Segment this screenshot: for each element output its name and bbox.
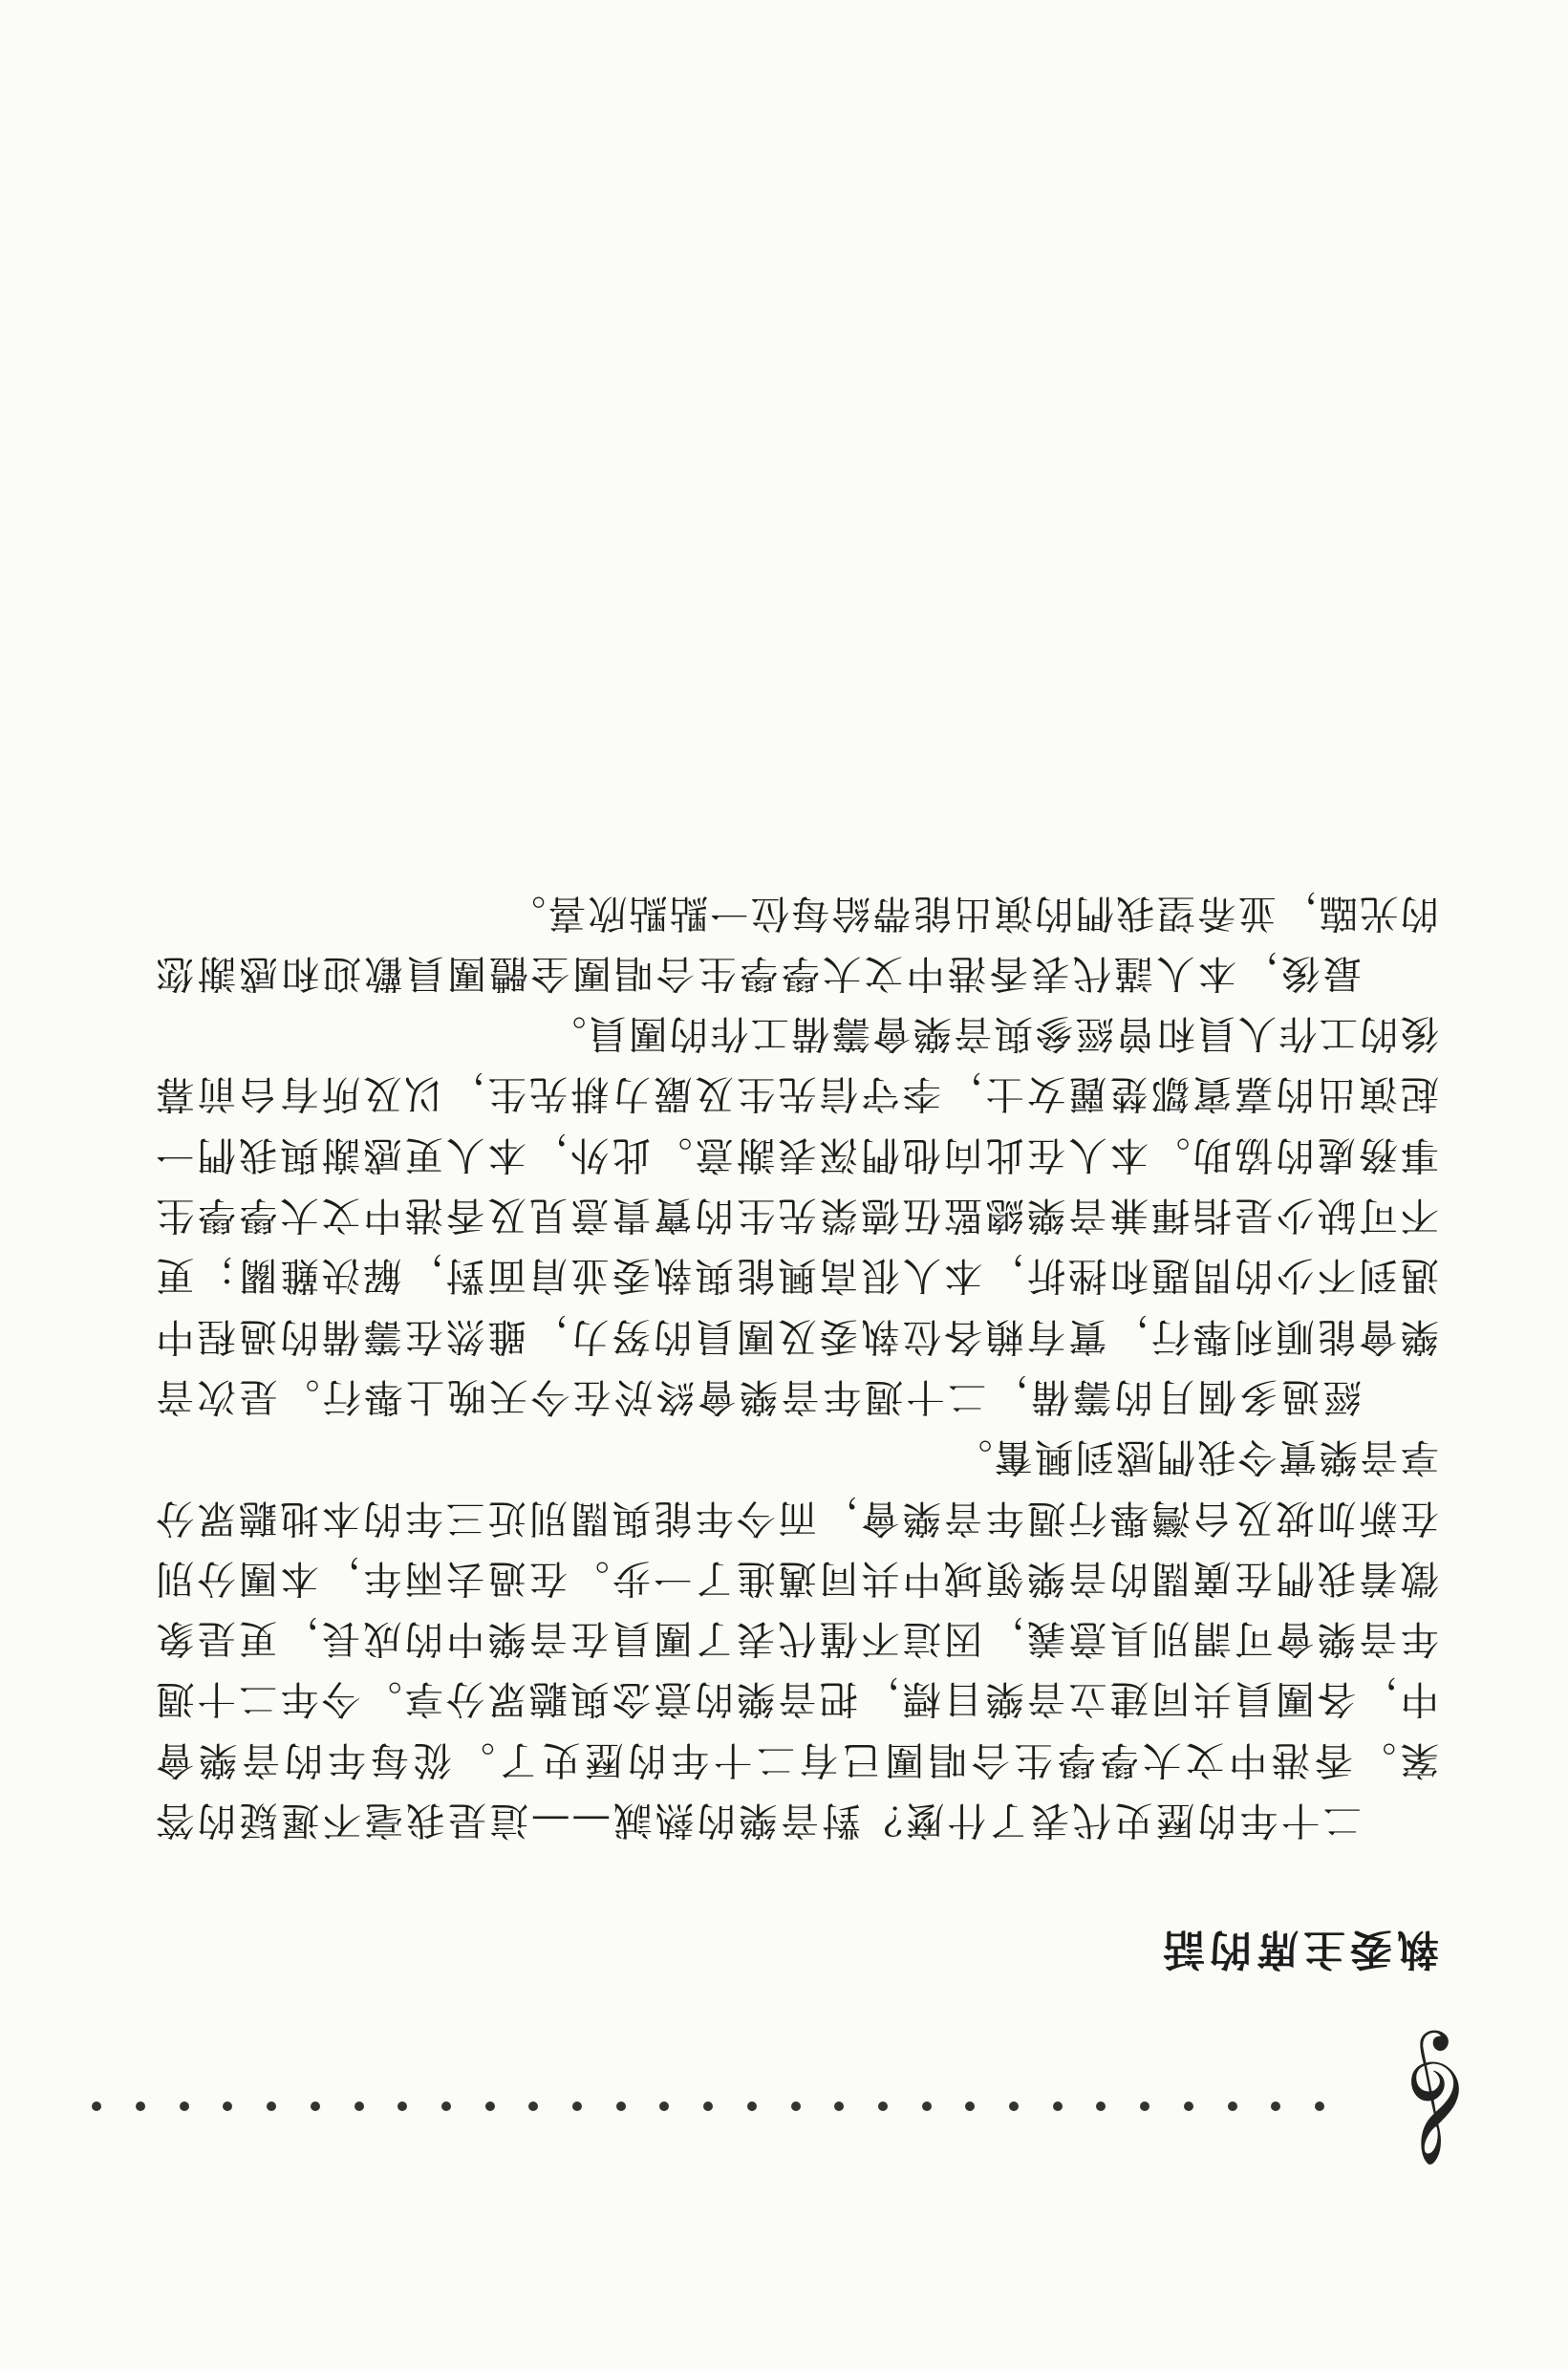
separator-dot [1228,2102,1237,2111]
separator-dot [267,2102,276,2111]
dot-separator [92,2102,1324,2111]
separator-dot [1096,2102,1106,2111]
separator-dot [311,2102,320,2111]
separator-dot [965,2102,975,2111]
separator-dot [922,2102,932,2111]
separator-dot [572,2102,582,2111]
body-text [154,882,1439,1850]
separator-dot [1053,2102,1063,2111]
separator-dot [791,2102,801,2111]
separator-dot [485,2102,495,2111]
separator-dot [92,2102,101,2111]
separator-dot [528,2102,538,2111]
paragraph: 經過多個月的籌備，二十週年音樂會終於在今天晚上舉行。是次音樂會能順利舉行，實有賴各位執委及團員的努力，雖然在籌備的過程中遇到不少的問題和挫折，本人很高興能與執委並肩面對，解決難關；更不可缺少是指揮兼音樂總監伍德榮先生的寶貴意見及香港中文大學學生事務處的協助。本人在此向他們深表謝意。此外，本人更感謝與我們一起演出的嘉賓鄒楚麗女士，李守信先生及嚴力耕先生，以及所有台前幕後的工作人員和曾經參與音樂會籌備工作的團員。 [154,1011,1439,1420]
separator-dot [136,2102,145,2111]
separator-dot [878,2102,888,2111]
separator-dot [1271,2102,1280,2111]
separator-dot [223,2102,232,2111]
separator-dot [747,2102,757,2111]
separator-dot [1184,2102,1193,2111]
treble-clef-icon: 𝄞 [1406,2037,1472,2168]
separator-dot [180,2102,189,2111]
separator-dot [354,2102,364,2111]
paragraph: 二十年的歷史代表了什麼？對音樂的熱誠——這是我毫不遲疑的答案。香港中文大學學生合唱團已有二十年的歷史了。從每年的音樂會中，各團員共同建立音樂目標，把音樂的意念與聽眾分享。今年二十週年音樂會可謂別具意義，因這不僅代表了團員在音樂中的成長，更是象徵着我們在廣闊的音樂領域中共同邁進了一步。在過去兩年，本團分別在新加坡及台灣舉行週年音樂會，而今年能與闊別近三年的本地聽眾分享音樂實令我們感到興奮。 [154,1434,1439,1843]
separator-dot [397,2102,407,2111]
separator-dot [1315,2102,1324,2111]
separator-dot [1140,2102,1149,2111]
separator-dot [834,2102,844,2111]
page-title: 執委主席的話 [1158,1925,1439,1973]
separator-dot [616,2102,626,2111]
separator-dot [659,2102,669,2111]
paragraph: 最後，本人謹代表香港中文大學學生合唱團全體團員歡迎和感謝您的光臨，並希望我們的演出能帶給每位一點點欣喜。 [154,890,1439,997]
separator-dot [441,2102,451,2111]
separator-dot [703,2102,713,2111]
separator-dot [1009,2102,1019,2111]
